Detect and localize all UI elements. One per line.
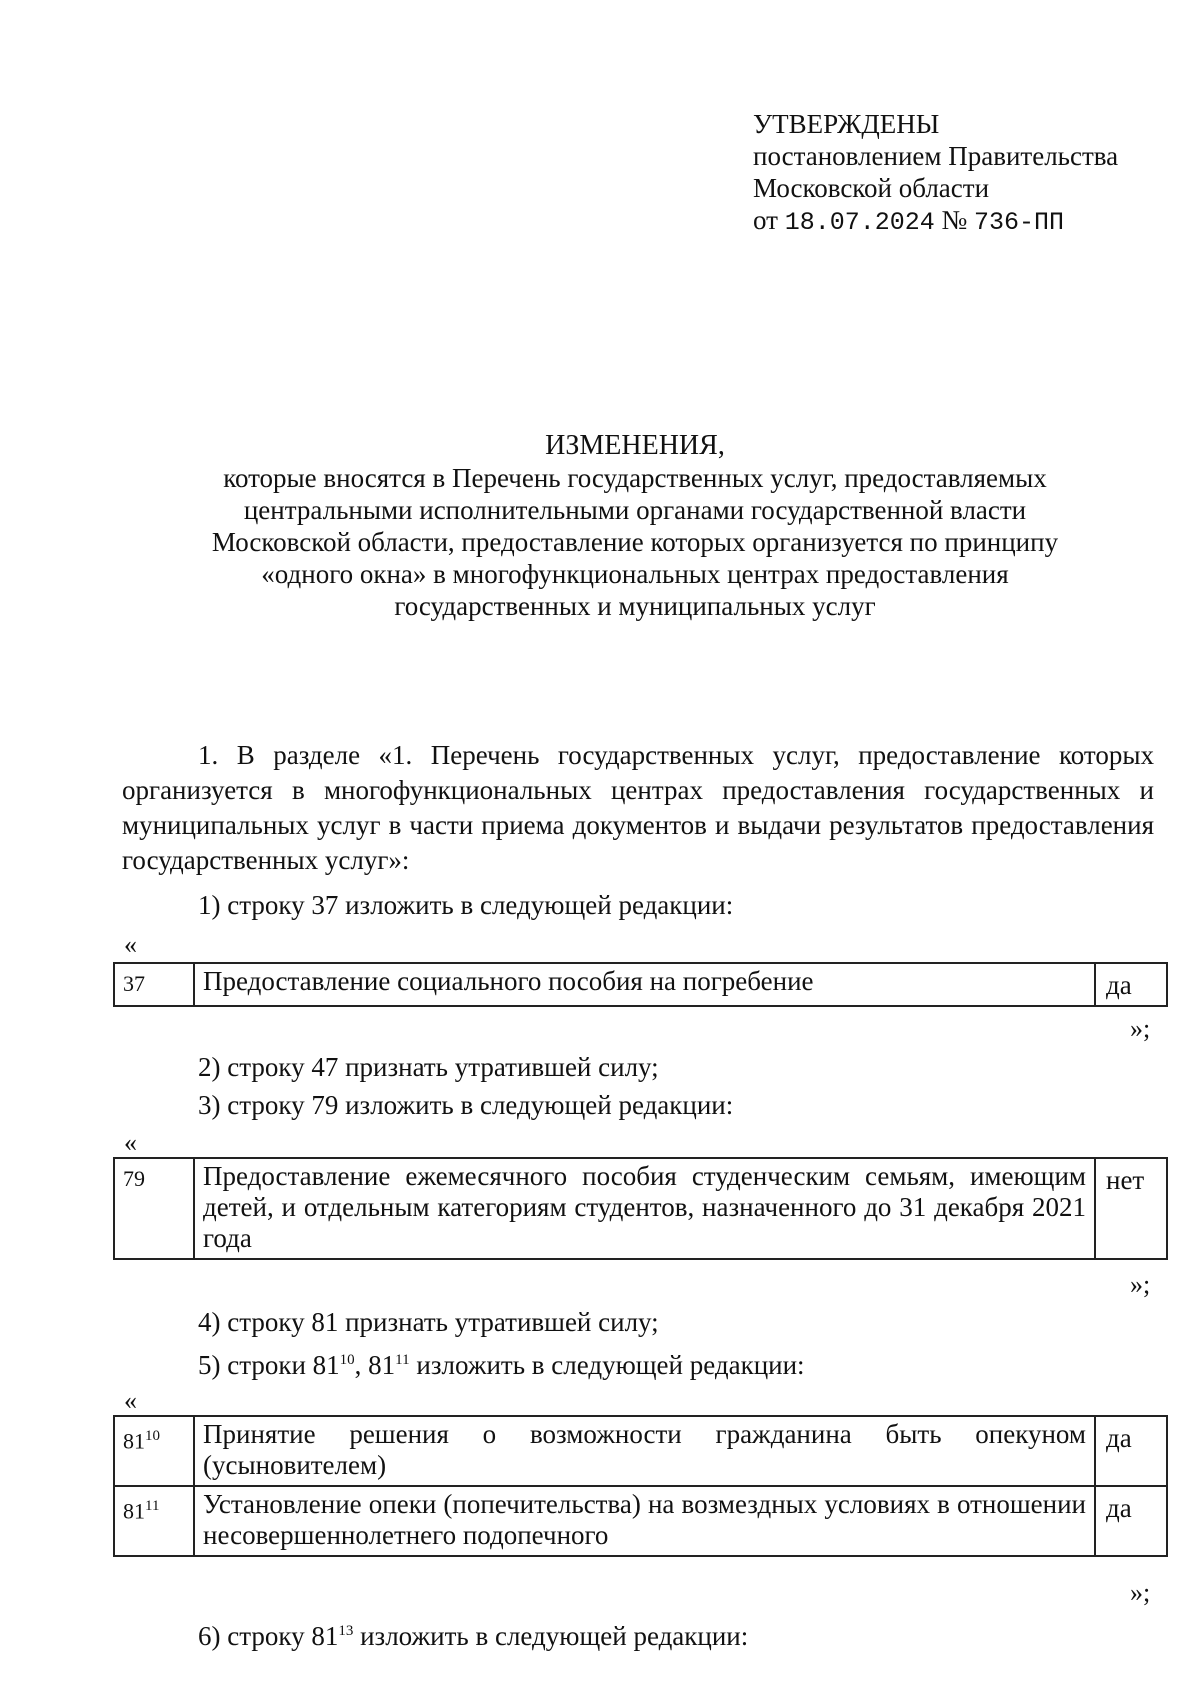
quote-open: « xyxy=(124,1386,137,1415)
service-name: Предоставление ежемесячного пособия студенческим семьям, имеющим детей, и отдельным категориям студентов, назначенного до 31 декабря 2021 года xyxy=(194,1158,1095,1259)
approval-date-line xyxy=(753,204,1118,239)
approval-date: 18.07.2024 xyxy=(784,208,935,237)
superscript: 10 xyxy=(339,1352,355,1368)
table-row-79 xyxy=(113,1157,1168,1260)
item-6 xyxy=(198,1614,1098,1654)
table-row xyxy=(114,1416,1167,1486)
service-flag: нет xyxy=(1095,1158,1167,1259)
superscript: 10 xyxy=(145,1428,160,1444)
superscript: 11 xyxy=(145,1498,160,1514)
service-name: Установление опеки (попечительства) на возмездных условиях в отношении несовершеннолетнего подопечного xyxy=(194,1486,1095,1556)
item-2: 2) строку 47 признать утратившей силу; xyxy=(198,1052,659,1082)
title-sub-line: «одного окна» в многофункциональных центрах предоставления xyxy=(261,559,1009,589)
title-sub-line: которые вносятся в Перечень государственных услуг, предоставляемых xyxy=(223,463,1047,493)
item-5-middle: , 81 xyxy=(354,1350,396,1380)
approval-line-region: Московской области xyxy=(753,173,990,203)
approval-number: 736-ПП xyxy=(974,208,1065,237)
service-flag: да xyxy=(1095,1416,1167,1486)
service-flag: да xyxy=(1095,963,1167,1006)
row-number xyxy=(114,1416,194,1486)
quote-close: »; xyxy=(1130,1014,1151,1043)
row-number-base: 81 xyxy=(123,1428,145,1454)
superscript: 11 xyxy=(395,1352,410,1368)
intro-paragraph: 1. В разделе «1. Перечень государственных услуг, предоставление которых организуется в многофункциональных центрах предоставления государственных и муниципальных услуг в части приема документов и выдачи результатов предоставления государственных услуг»: xyxy=(122,740,1154,875)
approval-heading: УТВЕРЖДЕНЫ xyxy=(753,109,940,139)
quote-close: »; xyxy=(1130,1270,1151,1299)
quote-open: « xyxy=(124,930,137,959)
row-number: 79 xyxy=(114,1158,194,1259)
number-sign: № xyxy=(941,205,968,235)
item-6-suffix: изложить в следующей редакции: xyxy=(353,1621,749,1651)
item-1: 1) строку 37 изложить в следующей редакции: xyxy=(198,890,734,920)
title-sub-line: центральными исполнительными органами государственной власти xyxy=(243,495,1027,525)
table-row xyxy=(114,1486,1167,1556)
title-sub-line: Московской области, предоставление которых организуется по принципу xyxy=(211,527,1059,557)
service-name: Предоставление социального пособия на погребение xyxy=(194,963,1095,1006)
item-4: 4) строку 81 признать утратившей силу; xyxy=(198,1307,659,1337)
quote-open: « xyxy=(124,1128,137,1157)
document-title xyxy=(110,430,1160,622)
item-6-prefix: 6) строку 81 xyxy=(198,1621,339,1651)
item-3: 3) строку 79 изложить в следующей редакции: xyxy=(198,1090,734,1120)
table-row-37 xyxy=(113,962,1168,1007)
item-5-suffix: изложить в следующей редакции: xyxy=(409,1350,805,1380)
title-main: ИЗМЕНЕНИЯ, xyxy=(545,430,725,461)
table-row xyxy=(114,1158,1167,1259)
row-number-base: 81 xyxy=(123,1498,145,1524)
row-number xyxy=(114,1486,194,1556)
table-rows-81 xyxy=(113,1415,1168,1557)
approval-block xyxy=(753,108,1118,239)
item-5-prefix: 5) строки 81 xyxy=(198,1350,340,1380)
row-number: 37 xyxy=(114,963,194,1006)
title-sub-line: государственных и муниципальных услуг xyxy=(394,591,876,621)
quote-close: »; xyxy=(1130,1578,1151,1607)
service-flag: да xyxy=(1095,1486,1167,1556)
service-name: Принятие решения о возможности гражданина быть опекуном (усыновителем) xyxy=(194,1416,1095,1486)
date-prefix: от xyxy=(753,205,778,235)
approval-line-resolution: постановлением Правительства xyxy=(753,141,1119,171)
superscript: 13 xyxy=(338,1623,354,1639)
item-5 xyxy=(198,1343,1098,1383)
table-row xyxy=(114,963,1167,1006)
